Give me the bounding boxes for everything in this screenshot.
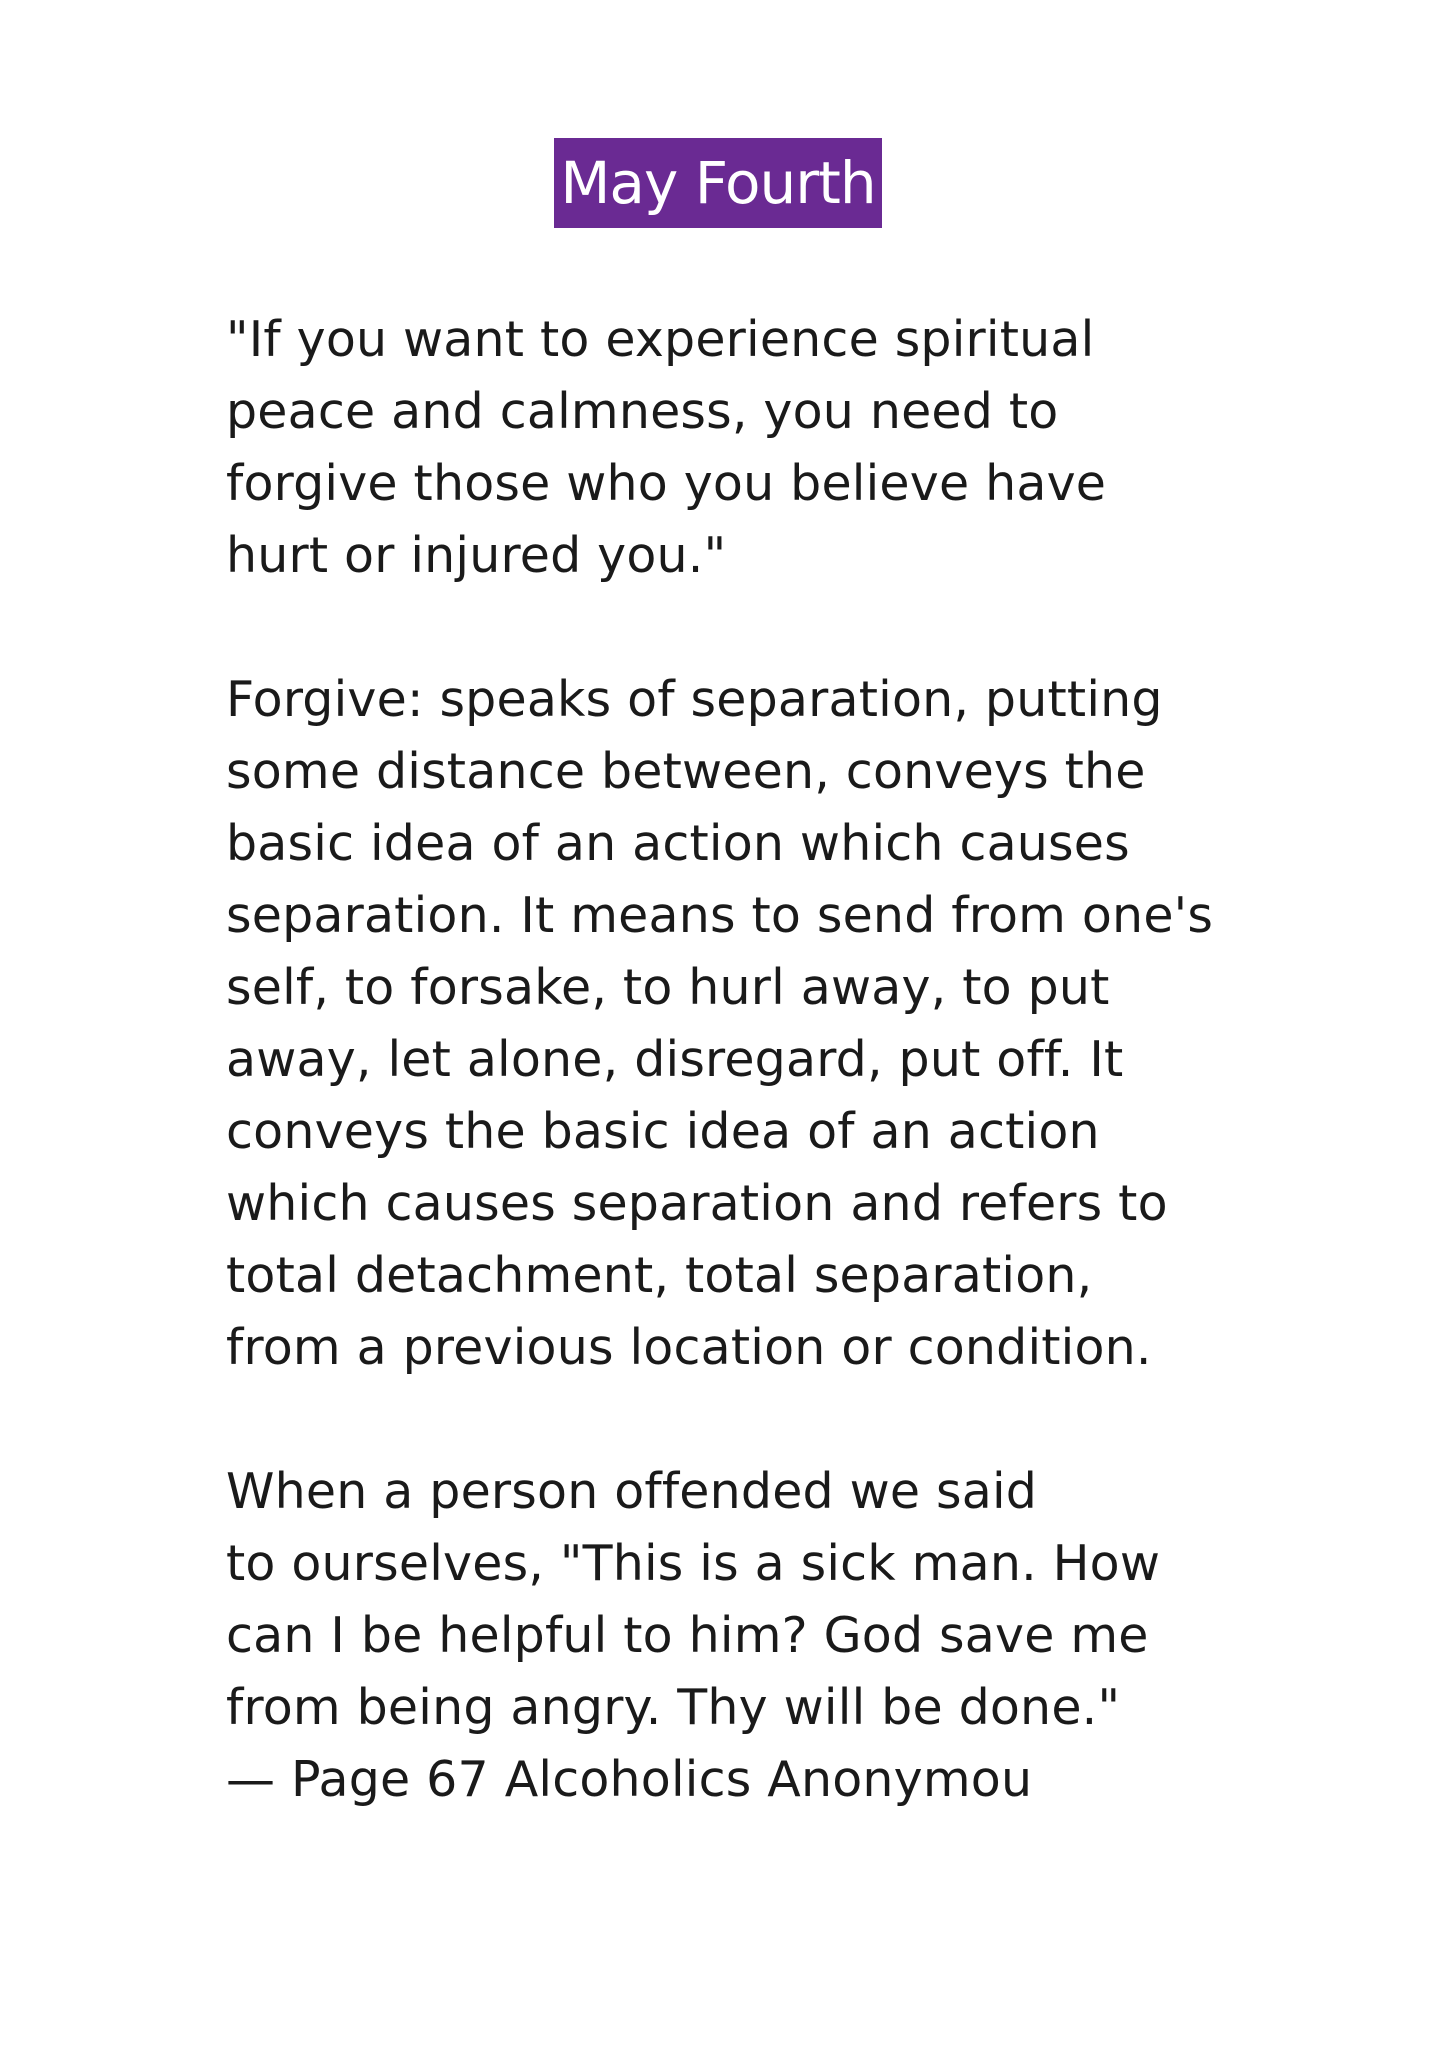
document-body bbox=[226, 304, 1376, 1816]
quote-paragraph bbox=[226, 304, 1376, 592]
title-container bbox=[0, 138, 1444, 228]
text-line: hurt or injured you." bbox=[226, 527, 727, 584]
page-title: May Fourth bbox=[554, 138, 881, 228]
text-line: forgive those who you believe have bbox=[226, 455, 1107, 512]
text-line: to ourselves, "This is a sick man. How bbox=[226, 1535, 1161, 1592]
text-line: Forgive: speaks of separation, putting bbox=[226, 671, 1163, 728]
text-line: conveys the basic idea of an action bbox=[226, 1103, 1100, 1160]
text-line: which causes separation and refers to bbox=[226, 1175, 1168, 1232]
text-line: self, to forsake, to hurl away, to put bbox=[226, 959, 1110, 1016]
text-line: from being angry. Thy will be done." bbox=[226, 1679, 1121, 1736]
text-line: separation. It means to send from one's bbox=[226, 887, 1214, 944]
text-line: "If you want to experience spiritual bbox=[226, 311, 1095, 368]
text-line: basic idea of an action which causes bbox=[226, 815, 1130, 872]
text-line: can I be helpful to him? God save me bbox=[226, 1607, 1149, 1664]
source-citation: — Page 67 Alcoholics Anonymou bbox=[226, 1751, 1033, 1808]
text-line: peace and calmness, you need to bbox=[226, 383, 1059, 440]
text-line: total detachment, total separation, bbox=[226, 1247, 1093, 1304]
text-line: away, let alone, disregard, put off. It bbox=[226, 1031, 1124, 1088]
citation-paragraph bbox=[226, 1456, 1376, 1816]
text-line: When a person offended we said bbox=[226, 1463, 1038, 1520]
definition-paragraph bbox=[226, 664, 1376, 1384]
text-line: some distance between, conveys the bbox=[226, 743, 1146, 800]
text-line: from a previous location or condition. bbox=[226, 1319, 1152, 1376]
